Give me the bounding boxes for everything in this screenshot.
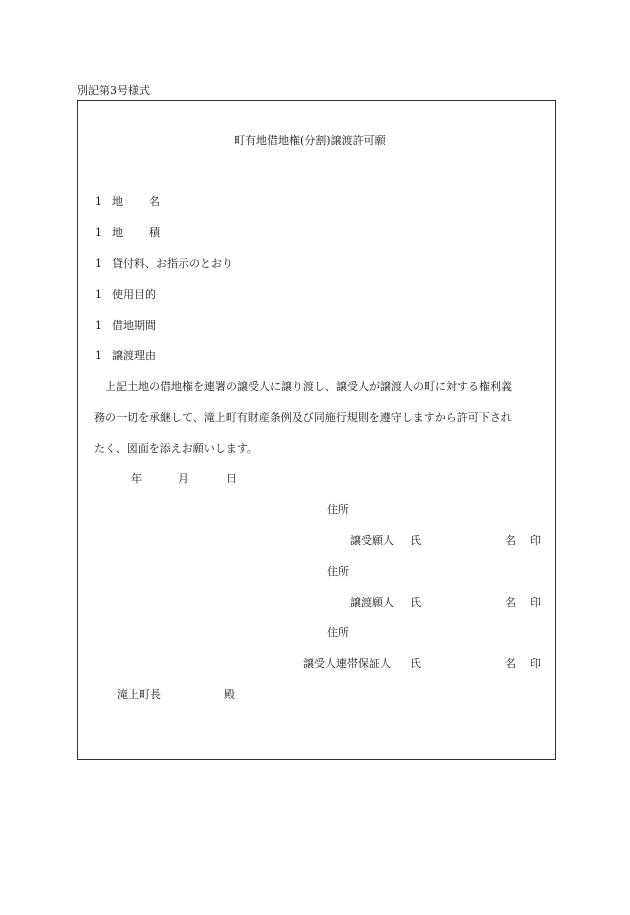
form-title: 町有地借地権(分割)譲渡許可願 xyxy=(234,134,386,147)
item-label-lease-period: 借地期間 xyxy=(112,319,156,332)
body-line-2: 務の一切を承継して、滝上町有財産条例及び同施行規則を遵守しますから許可下され xyxy=(94,411,512,424)
item-number: 1 xyxy=(95,288,102,301)
item-label-area: 地積 xyxy=(112,226,186,239)
party-role-guarantor: 譲受人連帯保証人 xyxy=(303,657,391,670)
party-address-label: 住所 xyxy=(327,626,349,639)
body-line-1: 上記土地の借地権を連署の譲受人に譲り渡し、譲受人が譲渡人の町に対する権利義 xyxy=(105,380,512,393)
item-number: 1 xyxy=(95,226,102,239)
appendix-label: 別記第3号様式 xyxy=(77,84,150,97)
party-seal-mark: 印 xyxy=(530,596,541,609)
party-name-prefix: 氏 xyxy=(410,534,421,547)
item-label-rent: 貸付料、お指示のとおり xyxy=(112,257,233,270)
party-role-transferor: 譲渡願人 xyxy=(350,596,394,609)
date-month: 月 xyxy=(178,472,189,485)
item-label-location: 地名 xyxy=(112,195,186,208)
party-name-prefix: 氏 xyxy=(410,596,421,609)
party-address-label: 住所 xyxy=(327,565,349,578)
item-number: 1 xyxy=(95,195,102,208)
party-seal-mark: 印 xyxy=(530,534,541,547)
party-role-transferee: 譲受願人 xyxy=(350,534,394,547)
item-label-transfer-reason: 譲渡理由 xyxy=(112,349,156,362)
date-year: 年 xyxy=(131,472,142,485)
item-number: 1 xyxy=(95,257,102,270)
addressee-title: 滝上町長 xyxy=(117,688,161,701)
item-number: 1 xyxy=(95,349,102,362)
party-name-suffix: 名 xyxy=(505,657,516,670)
party-name-suffix: 名 xyxy=(505,596,516,609)
item-number: 1 xyxy=(95,319,102,332)
party-name-prefix: 氏 xyxy=(410,657,421,670)
party-seal-mark: 印 xyxy=(530,657,541,670)
party-name-suffix: 名 xyxy=(505,534,516,547)
body-line-3: たく、図面を添えお願いします。 xyxy=(94,442,258,455)
addressee-honorific: 殿 xyxy=(224,688,235,701)
item-label-purpose: 使用目的 xyxy=(112,288,156,301)
party-address-label: 住所 xyxy=(327,503,349,516)
date-day: 日 xyxy=(226,472,237,485)
